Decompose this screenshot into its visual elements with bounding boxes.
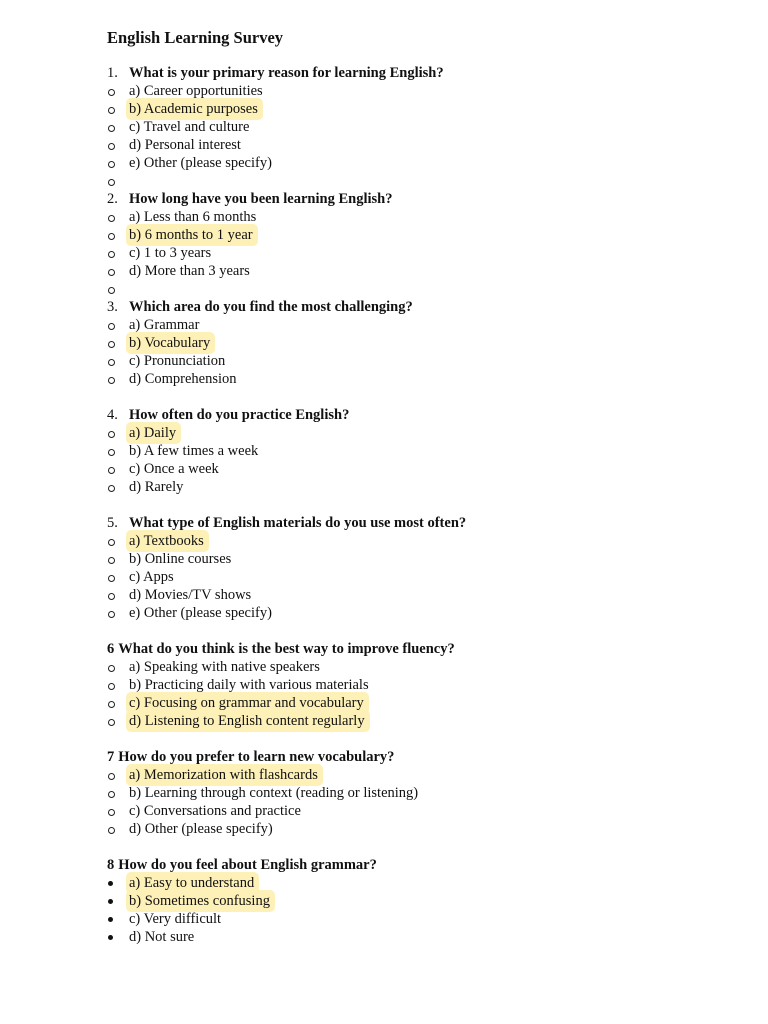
question-text: What is your primary reason for learning English? (129, 65, 444, 81)
answer-option[interactable] (107, 154, 747, 172)
highlighted-option-label: c) Focusing on grammar and vocabulary (128, 694, 367, 712)
option-label: d) Comprehension (129, 371, 237, 387)
question-number: 7 (107, 749, 115, 765)
question-5 (107, 514, 747, 640)
option-label: c) Once a week (129, 461, 219, 477)
option-label: d) Not sure (129, 929, 195, 945)
answer-option[interactable] (107, 604, 747, 622)
option-label: d) More than 3 years (129, 263, 250, 279)
question-text: Which area do you find the most challenging? (129, 299, 413, 315)
question-2 (107, 190, 747, 298)
question-heading (107, 856, 747, 874)
empty-list-item (107, 172, 747, 190)
highlighted-option-label: a) Daily (128, 424, 179, 442)
question-heading (107, 514, 747, 532)
answer-option[interactable] (107, 892, 747, 910)
option-label: a) Career opportunities (129, 83, 263, 99)
question-text: How do you feel about English grammar? (118, 857, 377, 873)
answer-option[interactable] (107, 694, 747, 712)
answer-option[interactable] (107, 118, 747, 136)
answer-option[interactable] (107, 532, 747, 550)
question-number: 6 (107, 641, 115, 657)
option-label: e) Other (please specify) (129, 155, 272, 171)
answer-option[interactable] (107, 712, 747, 730)
question-number: 5. (107, 515, 118, 531)
highlighted-option-label: b) Vocabulary (128, 334, 213, 352)
option-label: b) Practicing daily with various materials (129, 677, 369, 693)
option-label: c) Very difficult (129, 911, 222, 927)
option-label: d) Personal interest (129, 137, 241, 153)
answer-option[interactable] (107, 784, 747, 802)
question-heading (107, 406, 747, 424)
answer-option[interactable] (107, 676, 747, 694)
question-heading (107, 640, 747, 658)
option-label: c) Travel and culture (129, 119, 250, 135)
question-8 (107, 856, 747, 946)
question-6 (107, 640, 747, 748)
answer-option[interactable] (107, 910, 747, 928)
question-heading (107, 190, 747, 208)
answer-option[interactable] (107, 208, 747, 226)
survey-document (107, 28, 747, 946)
answer-option[interactable] (107, 352, 747, 370)
answer-option[interactable] (107, 802, 747, 820)
option-label: a) Grammar (129, 317, 200, 333)
question-spacer (107, 622, 747, 640)
answer-option[interactable] (107, 316, 747, 334)
question-number: 1. (107, 65, 118, 81)
option-label: c) Apps (129, 569, 174, 585)
question-4 (107, 406, 747, 514)
highlighted-option-label: b) Academic purposes (128, 100, 261, 118)
option-label: a) Speaking with native speakers (129, 659, 320, 675)
answer-option[interactable] (107, 442, 747, 460)
highlighted-option-label: a) Textbooks (128, 532, 207, 550)
option-label: e) Other (please specify) (129, 605, 272, 621)
question-number: 4. (107, 407, 118, 423)
answer-option[interactable] (107, 586, 747, 604)
option-label: b) A few times a week (129, 443, 259, 459)
option-label: d) Other (please specify) (129, 821, 273, 837)
survey-title: English Learning Survey (107, 28, 284, 47)
question-heading (107, 64, 747, 82)
question-7 (107, 748, 747, 856)
answer-option[interactable] (107, 244, 747, 262)
option-label: b) Online courses (129, 551, 232, 567)
highlighted-option-label: a) Memorization with flashcards (128, 766, 321, 784)
answer-option[interactable] (107, 568, 747, 586)
answer-option[interactable] (107, 820, 747, 838)
answer-option[interactable] (107, 928, 747, 946)
answer-option[interactable] (107, 766, 747, 784)
question-list (107, 64, 747, 946)
answer-option[interactable] (107, 370, 747, 388)
empty-list-item (107, 280, 747, 298)
highlighted-option-label: b) 6 months to 1 year (128, 226, 256, 244)
answer-option[interactable] (107, 478, 747, 496)
question-spacer (107, 838, 747, 856)
question-number: 2. (107, 191, 118, 207)
answer-option[interactable] (107, 226, 747, 244)
question-spacer (107, 496, 747, 514)
question-number: 8 (107, 857, 115, 873)
answer-option[interactable] (107, 424, 747, 442)
answer-option[interactable] (107, 82, 747, 100)
question-text: What do you think is the best way to improve fluency? (118, 641, 455, 657)
option-label: d) Rarely (129, 479, 184, 495)
highlighted-option-label: a) Easy to understand (128, 874, 257, 892)
question-text: How long have you been learning English? (129, 191, 393, 207)
answer-option[interactable] (107, 658, 747, 676)
question-1 (107, 64, 747, 190)
answer-option[interactable] (107, 136, 747, 154)
option-label: b) Learning through context (reading or listening) (129, 785, 419, 801)
answer-option[interactable] (107, 334, 747, 352)
question-number: 3. (107, 299, 118, 315)
answer-option[interactable] (107, 460, 747, 478)
question-spacer (107, 388, 747, 406)
highlighted-option-label: d) Listening to English content regularly (128, 712, 368, 730)
question-heading (107, 298, 747, 316)
option-label: d) Movies/TV shows (129, 587, 252, 603)
answer-option[interactable] (107, 262, 747, 280)
question-text: How do you prefer to learn new vocabulary? (118, 749, 395, 765)
question-text: How often do you practice English? (129, 407, 350, 423)
question-heading (107, 748, 747, 766)
question-3 (107, 298, 747, 406)
answer-option[interactable] (107, 100, 747, 118)
answer-option[interactable] (107, 874, 747, 892)
option-label: a) Less than 6 months (129, 209, 257, 225)
question-spacer (107, 730, 747, 748)
option-label: c) Conversations and practice (129, 803, 301, 819)
question-text: What type of English materials do you use most often? (129, 515, 467, 531)
option-label: c) 1 to 3 years (129, 245, 212, 261)
answer-option[interactable] (107, 550, 747, 568)
option-label: c) Pronunciation (129, 353, 226, 369)
highlighted-option-label: b) Sometimes confusing (128, 892, 273, 910)
